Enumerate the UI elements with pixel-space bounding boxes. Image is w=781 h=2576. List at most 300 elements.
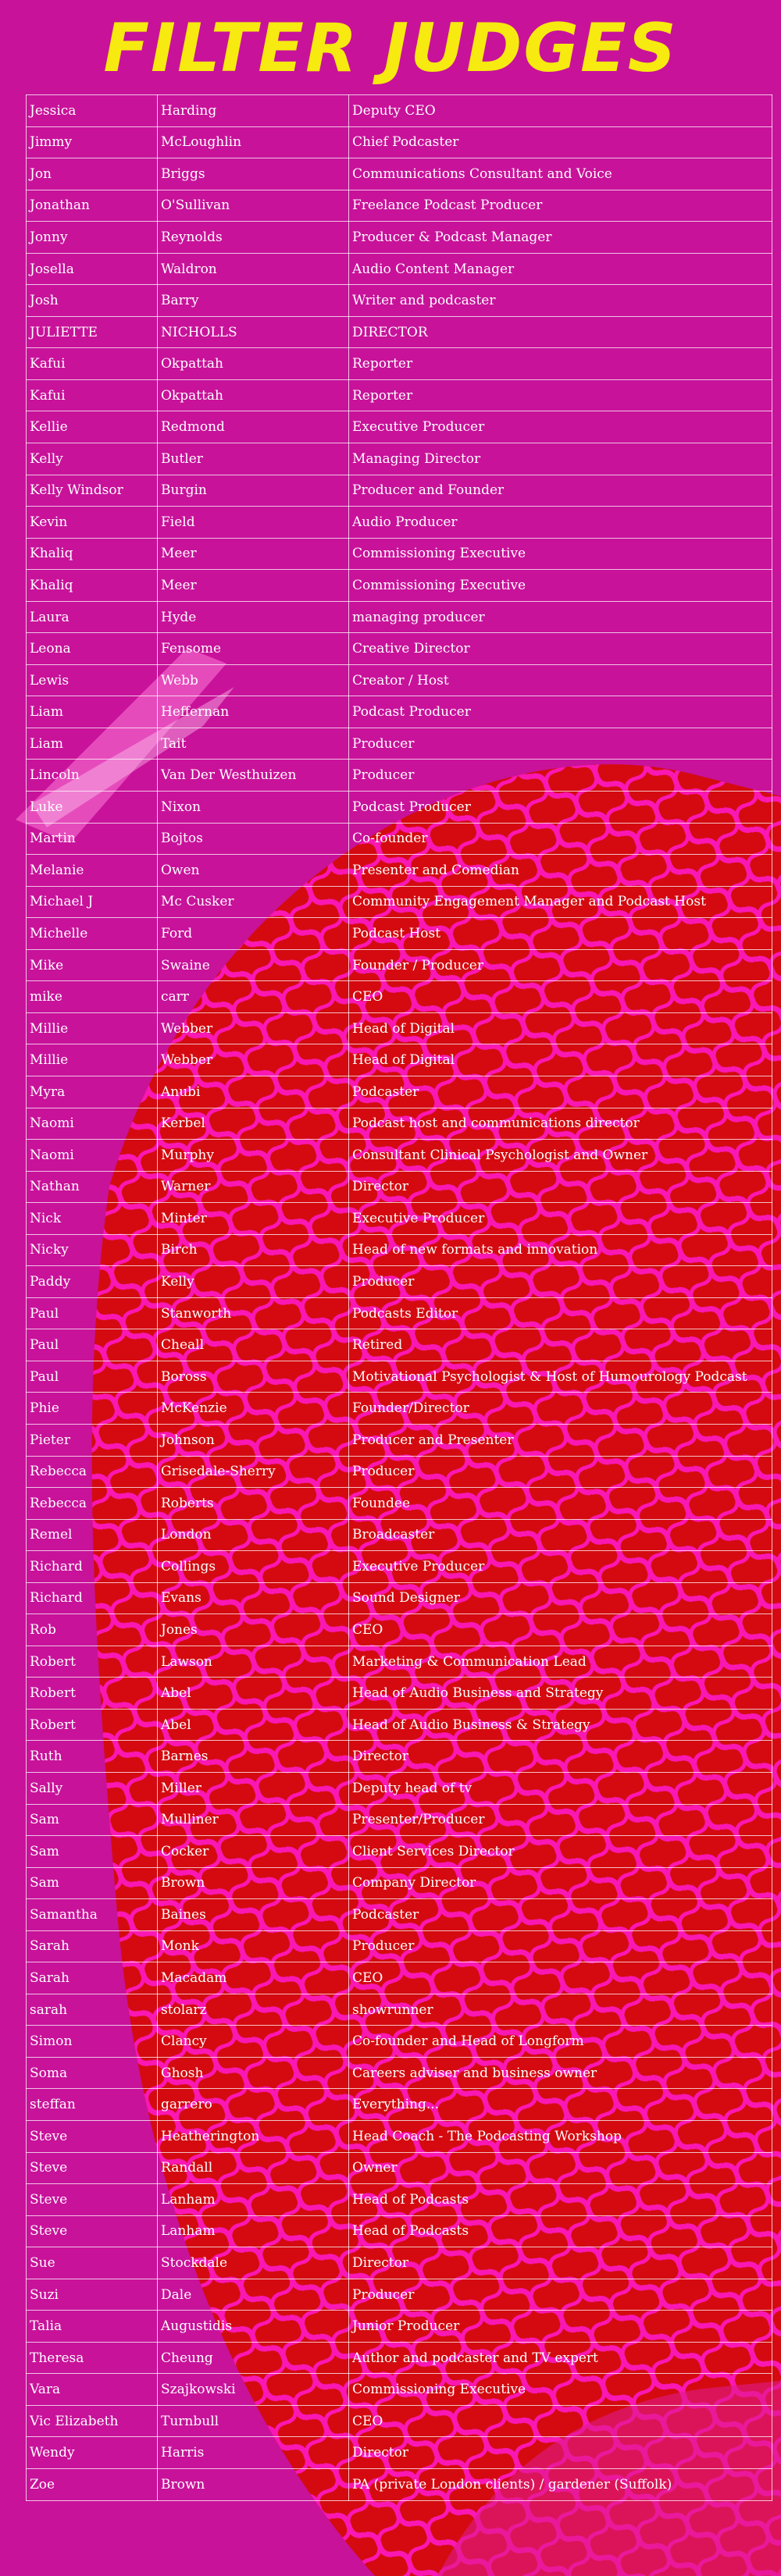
table-row — [27, 2215, 772, 2247]
role-cell: Creator / Host — [349, 664, 772, 696]
role-cell: Head of Audio Business and Strategy — [349, 1678, 772, 1710]
first-name-cell: Richard — [27, 1582, 158, 1614]
last-name-cell: Bojtos — [158, 823, 349, 855]
role-cell: Producer — [349, 760, 772, 792]
role-cell: Head of Digital — [349, 1012, 772, 1044]
first-name-cell: Kellie — [27, 411, 158, 443]
last-name-cell: Anubi — [158, 1076, 349, 1108]
table-row — [27, 1266, 772, 1298]
role-cell: Founder / Producer — [349, 949, 772, 981]
last-name-cell: Fensome — [158, 633, 349, 665]
role-cell: Commissioning Executive — [349, 570, 772, 602]
table-row — [27, 1044, 772, 1076]
first-name-cell: Wendy — [27, 2437, 158, 2469]
role-cell: Producer & Podcast Manager — [349, 222, 772, 254]
table-row — [27, 1297, 772, 1329]
table-row — [27, 1203, 772, 1235]
last-name-cell: Mc Cusker — [158, 886, 349, 918]
table-row — [27, 1076, 772, 1108]
role-cell: showrunner — [349, 1994, 772, 2026]
first-name-cell: Rebecca — [27, 1488, 158, 1520]
last-name-cell: Lanham — [158, 2184, 349, 2216]
last-name-cell: Johnson — [158, 1424, 349, 1456]
last-name-cell: Barnes — [158, 1741, 349, 1773]
first-name-cell: Steve — [27, 2215, 158, 2247]
role-cell: Junior Producer — [349, 2311, 772, 2343]
first-name-cell: Martin — [27, 823, 158, 855]
table-row — [27, 1709, 772, 1741]
last-name-cell: Collings — [158, 1551, 349, 1583]
role-cell: Retired — [349, 1329, 772, 1361]
role-cell: Presenter and Comedian — [349, 855, 772, 887]
last-name-cell: Butler — [158, 443, 349, 475]
first-name-cell: Josella — [27, 253, 158, 285]
last-name-cell: Hyde — [158, 601, 349, 633]
last-name-cell: Reynolds — [158, 222, 349, 254]
last-name-cell: Monk — [158, 1930, 349, 1962]
role-cell: Executive Producer — [349, 1203, 772, 1235]
table-row — [27, 2057, 772, 2089]
first-name-cell: Jonathan — [27, 190, 158, 222]
table-row — [27, 1424, 772, 1456]
role-cell: CEO — [349, 1614, 772, 1646]
first-name-cell: Paul — [27, 1297, 158, 1329]
role-cell: Reporter — [349, 379, 772, 411]
last-name-cell: Randall — [158, 2152, 349, 2184]
last-name-cell: Cocker — [158, 1836, 349, 1868]
role-cell: Writer and podcaster — [349, 285, 772, 317]
last-name-cell: Brown — [158, 1867, 349, 1899]
role-cell: Podcast host and communications director — [349, 1108, 772, 1140]
role-cell: Deputy CEO — [349, 95, 772, 127]
table-row — [27, 2152, 772, 2184]
table-row — [27, 949, 772, 981]
last-name-cell: Field — [158, 507, 349, 539]
last-name-cell: Nixon — [158, 792, 349, 824]
role-cell: Producer and Presenter — [349, 1424, 772, 1456]
table-row — [27, 570, 772, 602]
last-name-cell: Heatherington — [158, 2121, 349, 2153]
table-row — [27, 158, 772, 190]
role-cell: Creative Director — [349, 633, 772, 665]
table-row — [27, 760, 772, 792]
table-row — [27, 222, 772, 254]
first-name-cell: Michael J — [27, 886, 158, 918]
role-cell: Podcaster — [349, 1899, 772, 1931]
role-cell: Podcaster — [349, 1076, 772, 1108]
table-row — [27, 2374, 772, 2406]
last-name-cell: Miller — [158, 1772, 349, 1804]
role-cell: Motivational Psychologist & Host of Humourology Podcast — [349, 1361, 772, 1393]
last-name-cell: Owen — [158, 855, 349, 887]
role-cell: Freelance Podcast Producer — [349, 190, 772, 222]
last-name-cell: Barry — [158, 285, 349, 317]
first-name-cell: Sally — [27, 1772, 158, 1804]
last-name-cell: Abel — [158, 1709, 349, 1741]
last-name-cell: Murphy — [158, 1140, 349, 1172]
first-name-cell: Steve — [27, 2184, 158, 2216]
first-name-cell: Sam — [27, 1867, 158, 1899]
first-name-cell: Robert — [27, 1678, 158, 1710]
last-name-cell: Ghosh — [158, 2057, 349, 2089]
last-name-cell: Webber — [158, 1012, 349, 1044]
table-row — [27, 1930, 772, 1962]
table-row — [27, 95, 772, 127]
role-cell: Co-founder and Head of Longform — [349, 2026, 772, 2058]
role-cell: Head of Digital — [349, 1044, 772, 1076]
table-row — [27, 2469, 772, 2501]
role-cell: Sound Designer — [349, 1582, 772, 1614]
table-row — [27, 443, 772, 475]
first-name-cell: Khaliq — [27, 538, 158, 570]
role-cell: Communications Consultant and Voice — [349, 158, 772, 190]
table-row — [27, 1234, 772, 1266]
role-cell: Director — [349, 1171, 772, 1203]
role-cell: Everything... — [349, 2089, 772, 2121]
role-cell: Podcast Producer — [349, 696, 772, 728]
last-name-cell: Roberts — [158, 1488, 349, 1520]
table-row — [27, 411, 772, 443]
role-cell: Head Coach - The Podcasting Workshop — [349, 2121, 772, 2153]
last-name-cell: Cheall — [158, 1329, 349, 1361]
first-name-cell: Robert — [27, 1646, 158, 1678]
role-cell: Executive Producer — [349, 411, 772, 443]
table-row — [27, 1678, 772, 1710]
first-name-cell: Millie — [27, 1044, 158, 1076]
role-cell: Producer — [349, 2279, 772, 2311]
role-cell: Director — [349, 2437, 772, 2469]
first-name-cell: Sarah — [27, 1962, 158, 1994]
last-name-cell: Burgin — [158, 475, 349, 507]
first-name-cell: Robert — [27, 1709, 158, 1741]
role-cell: Foundee — [349, 1488, 772, 1520]
table-row — [27, 728, 772, 760]
first-name-cell: Naomi — [27, 1140, 158, 1172]
last-name-cell: Lawson — [158, 1646, 349, 1678]
role-cell: Managing Director — [349, 443, 772, 475]
role-cell: Head of Podcasts — [349, 2215, 772, 2247]
first-name-cell: Sam — [27, 1804, 158, 1836]
first-name-cell: Kafui — [27, 379, 158, 411]
table-row — [27, 2342, 772, 2374]
first-name-cell: steffan — [27, 2089, 158, 2121]
role-cell: DIRECTOR — [349, 316, 772, 348]
last-name-cell: London — [158, 1519, 349, 1551]
last-name-cell: Stanworth — [158, 1297, 349, 1329]
table-row — [27, 379, 772, 411]
first-name-cell: Samantha — [27, 1899, 158, 1931]
last-name-cell: Webb — [158, 664, 349, 696]
last-name-cell: Harding — [158, 95, 349, 127]
last-name-cell: Heffernan — [158, 696, 349, 728]
table-row — [27, 253, 772, 285]
table-row — [27, 1994, 772, 2026]
role-cell: Marketing & Communication Lead — [349, 1646, 772, 1678]
table-row — [27, 1741, 772, 1773]
table-row — [27, 2247, 772, 2279]
first-name-cell: Josh — [27, 285, 158, 317]
first-name-cell: Naomi — [27, 1108, 158, 1140]
last-name-cell: Stockdale — [158, 2247, 349, 2279]
first-name-cell: JULIETTE — [27, 316, 158, 348]
table-row — [27, 823, 772, 855]
role-cell: Commissioning Executive — [349, 538, 772, 570]
role-cell: Client Services Director — [349, 1836, 772, 1868]
first-name-cell: Kelly — [27, 443, 158, 475]
table-row — [27, 664, 772, 696]
first-name-cell: Sarah — [27, 1930, 158, 1962]
first-name-cell: Nathan — [27, 1171, 158, 1203]
first-name-cell: Paul — [27, 1361, 158, 1393]
table-row — [27, 918, 772, 950]
table-row — [27, 1962, 772, 1994]
last-name-cell: Baines — [158, 1899, 349, 1931]
last-name-cell: NICHOLLS — [158, 316, 349, 348]
role-cell: Producer — [349, 1930, 772, 1962]
role-cell: Audio Content Manager — [349, 253, 772, 285]
table-row — [27, 2121, 772, 2153]
first-name-cell: Rob — [27, 1614, 158, 1646]
first-name-cell: Mike — [27, 949, 158, 981]
role-cell: Reporter — [349, 348, 772, 380]
role-cell: CEO — [349, 981, 772, 1013]
first-name-cell: Steve — [27, 2121, 158, 2153]
table-row — [27, 126, 772, 158]
first-name-cell: Luke — [27, 792, 158, 824]
role-cell: Commissioning Executive — [349, 2374, 772, 2406]
last-name-cell: Evans — [158, 1582, 349, 1614]
last-name-cell: McKenzie — [158, 1393, 349, 1425]
role-cell: Producer — [349, 1266, 772, 1298]
role-cell: CEO — [349, 1962, 772, 1994]
first-name-cell: Leona — [27, 633, 158, 665]
table-row — [27, 1899, 772, 1931]
table-row — [27, 507, 772, 539]
last-name-cell: Turnbull — [158, 2405, 349, 2437]
page-title: FILTER JUDGES — [103, 9, 678, 87]
table-row — [27, 1456, 772, 1488]
last-name-cell: Szajkowski — [158, 2374, 349, 2406]
first-name-cell: Phie — [27, 1393, 158, 1425]
role-cell: Deputy head of tv — [349, 1772, 772, 1804]
last-name-cell: O'Sullivan — [158, 190, 349, 222]
table-row — [27, 601, 772, 633]
table-row — [27, 1614, 772, 1646]
last-name-cell: Briggs — [158, 158, 349, 190]
first-name-cell: Millie — [27, 1012, 158, 1044]
table-row — [27, 1012, 772, 1044]
last-name-cell: Dale — [158, 2279, 349, 2311]
last-name-cell: Redmond — [158, 411, 349, 443]
table-row — [27, 2026, 772, 2058]
table-row — [27, 1772, 772, 1804]
table-row — [27, 855, 772, 887]
last-name-cell: Ford — [158, 918, 349, 950]
role-cell: Producer — [349, 728, 772, 760]
role-cell: Presenter/Producer — [349, 1804, 772, 1836]
role-cell: Director — [349, 1741, 772, 1773]
last-name-cell: Tait — [158, 728, 349, 760]
last-name-cell: Swaine — [158, 949, 349, 981]
last-name-cell: Meer — [158, 538, 349, 570]
table-row — [27, 1582, 772, 1614]
table-row — [27, 1140, 772, 1172]
table-row — [27, 1867, 772, 1899]
role-cell: Chief Podcaster — [349, 126, 772, 158]
table-row — [27, 1361, 772, 1393]
judges-table — [26, 94, 772, 2501]
role-cell: Careers adviser and business owner — [349, 2057, 772, 2089]
last-name-cell: Webber — [158, 1044, 349, 1076]
role-cell: managing producer — [349, 601, 772, 633]
first-name-cell: Richard — [27, 1551, 158, 1583]
last-name-cell: Boross — [158, 1361, 349, 1393]
table-row — [27, 1108, 772, 1140]
last-name-cell: Warner — [158, 1171, 349, 1203]
first-name-cell: Theresa — [27, 2342, 158, 2374]
first-name-cell: Nick — [27, 1203, 158, 1235]
first-name-cell: Paddy — [27, 1266, 158, 1298]
last-name-cell: McLoughlin — [158, 126, 349, 158]
role-cell: Executive Producer — [349, 1551, 772, 1583]
role-cell: Founder/Director — [349, 1393, 772, 1425]
role-cell: Community Engagement Manager and Podcast Host — [349, 886, 772, 918]
last-name-cell: Kelly — [158, 1266, 349, 1298]
role-cell: Co-founder — [349, 823, 772, 855]
role-cell: Podcast Host — [349, 918, 772, 950]
last-name-cell: Birch — [158, 1234, 349, 1266]
table-row — [27, 633, 772, 665]
last-name-cell: stolarz — [158, 1994, 349, 2026]
last-name-cell: Jones — [158, 1614, 349, 1646]
first-name-cell: Zoe — [27, 2469, 158, 2501]
role-cell: Producer and Founder — [349, 475, 772, 507]
first-name-cell: Kafui — [27, 348, 158, 380]
first-name-cell: Soma — [27, 2057, 158, 2089]
role-cell: Company Director — [349, 1867, 772, 1899]
role-cell: CEO — [349, 2405, 772, 2437]
last-name-cell: Abel — [158, 1678, 349, 1710]
first-name-cell: Talia — [27, 2311, 158, 2343]
table-row — [27, 1836, 772, 1868]
table-row — [27, 1171, 772, 1203]
last-name-cell: Clancy — [158, 2026, 349, 2058]
first-name-cell: Lewis — [27, 664, 158, 696]
last-name-cell: garrero — [158, 2089, 349, 2121]
first-name-cell: Suzi — [27, 2279, 158, 2311]
table-row — [27, 316, 772, 348]
last-name-cell: Okpattah — [158, 348, 349, 380]
table-row — [27, 348, 772, 380]
last-name-cell: Mulliner — [158, 1804, 349, 1836]
first-name-cell: Myra — [27, 1076, 158, 1108]
first-name-cell: Vic Elizabeth — [27, 2405, 158, 2437]
first-name-cell: Nicky — [27, 1234, 158, 1266]
first-name-cell: Paul — [27, 1329, 158, 1361]
table-row — [27, 1393, 772, 1425]
table-row — [27, 886, 772, 918]
first-name-cell: Simon — [27, 2026, 158, 2058]
role-cell: Director — [349, 2247, 772, 2279]
last-name-cell: Brown — [158, 2469, 349, 2501]
first-name-cell: Remel — [27, 1519, 158, 1551]
table-row — [27, 2184, 772, 2216]
table-row — [27, 792, 772, 824]
table-row — [27, 1551, 772, 1583]
last-name-cell: Lanham — [158, 2215, 349, 2247]
first-name-cell: Liam — [27, 728, 158, 760]
role-cell: Producer — [349, 1456, 772, 1488]
role-cell: Podcasts Editor — [349, 1297, 772, 1329]
first-name-cell: Vara — [27, 2374, 158, 2406]
table-row — [27, 1646, 772, 1678]
role-cell: Audio Producer — [349, 507, 772, 539]
table-row — [27, 981, 772, 1013]
first-name-cell: Jon — [27, 158, 158, 190]
first-name-cell: Jessica — [27, 95, 158, 127]
table-row — [27, 1488, 772, 1520]
first-name-cell: sarah — [27, 1994, 158, 2026]
table-row — [27, 696, 772, 728]
table-row — [27, 2405, 772, 2437]
last-name-cell: Minter — [158, 1203, 349, 1235]
last-name-cell: Augustidis — [158, 2311, 349, 2343]
last-name-cell: Macadam — [158, 1962, 349, 1994]
last-name-cell: Kerbel — [158, 1108, 349, 1140]
first-name-cell: Pieter — [27, 1424, 158, 1456]
first-name-cell: Michelle — [27, 918, 158, 950]
role-cell: Author and podcaster and TV expert — [349, 2342, 772, 2374]
first-name-cell: Kevin — [27, 507, 158, 539]
last-name-cell: Van Der Westhuizen — [158, 760, 349, 792]
first-name-cell: Liam — [27, 696, 158, 728]
table-row — [27, 2437, 772, 2469]
first-name-cell: mike — [27, 981, 158, 1013]
table-row — [27, 538, 772, 570]
last-name-cell: Okpattah — [158, 379, 349, 411]
table-row — [27, 285, 772, 317]
table-row — [27, 475, 772, 507]
first-name-cell: Sam — [27, 1836, 158, 1868]
last-name-cell: Waldron — [158, 253, 349, 285]
last-name-cell: Grisedale-Sherry — [158, 1456, 349, 1488]
first-name-cell: Kelly Windsor — [27, 475, 158, 507]
last-name-cell: Harris — [158, 2437, 349, 2469]
first-name-cell: Khaliq — [27, 570, 158, 602]
last-name-cell: Meer — [158, 570, 349, 602]
role-cell: PA (private London clients) / gardener (Suffolk) — [349, 2469, 772, 2501]
role-cell: Head of Audio Business & Strategy — [349, 1709, 772, 1741]
table-row — [27, 1804, 772, 1836]
table-row — [27, 1329, 772, 1361]
first-name-cell: Melanie — [27, 855, 158, 887]
first-name-cell: Lincoln — [27, 760, 158, 792]
last-name-cell: Cheung — [158, 2342, 349, 2374]
first-name-cell: Steve — [27, 2152, 158, 2184]
first-name-cell: Sue — [27, 2247, 158, 2279]
first-name-cell: Jonny — [27, 222, 158, 254]
role-cell: Head of new formats and innovation — [349, 1234, 772, 1266]
role-cell: Consultant Clinical Psychologist and Owner — [349, 1140, 772, 1172]
first-name-cell: Ruth — [27, 1741, 158, 1773]
judges-table-body — [27, 95, 772, 2501]
role-cell: Broadcaster — [349, 1519, 772, 1551]
table-row — [27, 2089, 772, 2121]
table-row — [27, 190, 772, 222]
table-row — [27, 1519, 772, 1551]
table-row — [27, 2311, 772, 2343]
role-cell: Owner — [349, 2152, 772, 2184]
